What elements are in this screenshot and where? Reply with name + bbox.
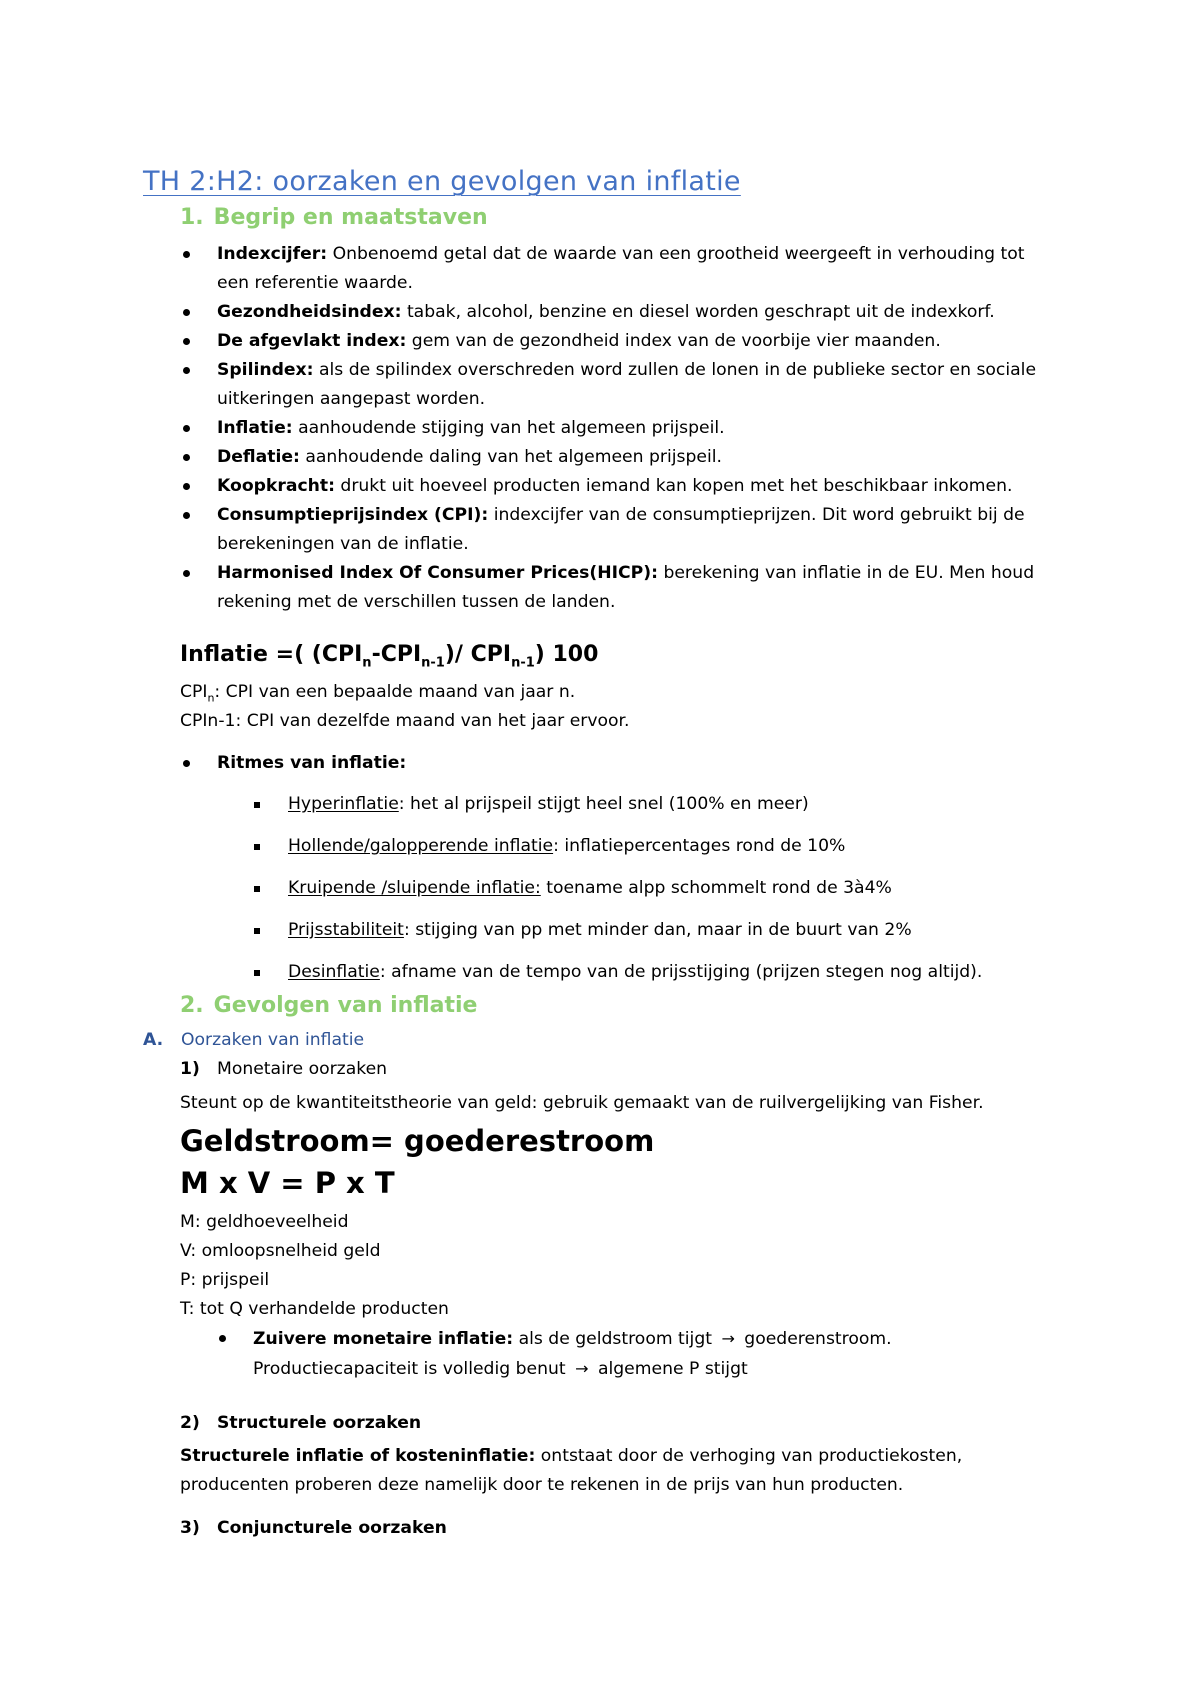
- rhythm-text: toename alpp schommelt rond de 3à4%: [540, 878, 892, 898]
- term-label: De afgevlakt index:: [217, 331, 407, 351]
- rhythm-text: stijging van pp met minder dan, maar in de buurt van 2%: [409, 920, 912, 940]
- term-label: Gezondheidsindex:: [217, 302, 402, 322]
- structural-text-line: ontstaat door de verhoging van productiekosten,: [535, 1446, 963, 1466]
- structural-text-line2: producenten proberen deze namelijk door te rekenen in de prijs van hun producten.: [180, 1475, 904, 1495]
- definition-text: als de spilindex overschreden word zullen de lonen in de publieke sector en sociale: [313, 360, 1037, 380]
- formula-subscript: n-1: [511, 655, 535, 671]
- definition-text: Onbenoemd getal dat de waarde van een grootheid weergeeft in verhouding tot: [327, 244, 1025, 264]
- equation-money-flow: Geldstroom= goederestroom: [180, 1124, 655, 1158]
- rhythm-text: inflatiepercentages rond de 10%: [558, 836, 846, 856]
- term-label: Harmonised Index Of Consumer Prices(HICP):: [217, 563, 658, 583]
- section-2-number: 2.: [180, 993, 204, 1018]
- list-item: [182, 327, 1097, 356]
- rhythm-text: het al prijspeil stijgt heel snel (100% en meer): [404, 794, 809, 814]
- list-item: [252, 790, 982, 832]
- formula-part: Inflatie =( (CPI: [180, 642, 363, 667]
- monetary-heading: [180, 1059, 387, 1079]
- term-label: Spilindex:: [217, 360, 314, 380]
- document-title: TH 2:H2: oorzaken en gevolgen van inflatie: [143, 166, 741, 197]
- rhythm-text: afname van de tempo van de prijsstijging (prijzen stegen nog altijd).: [385, 962, 983, 982]
- section-2-title: Gevolgen van inflatie: [213, 993, 478, 1018]
- list-item: [252, 916, 982, 958]
- list-item: [182, 443, 1097, 472]
- cpin-label: CPI: [180, 682, 208, 702]
- definition-text: aanhoudende stijging van het algemeen prijspeil.: [292, 418, 725, 438]
- list-item: [252, 874, 982, 916]
- arrow-right-icon: →: [721, 1329, 735, 1348]
- definition-text: indexcijfer van de consumptieprijzen. Dit word gebruikt bij de: [488, 505, 1025, 525]
- heading-label: Conjuncturele oorzaken: [217, 1518, 447, 1538]
- cpin-text: : CPI van een bepaalde maand van jaar n.: [214, 682, 576, 702]
- list-item: [182, 298, 1097, 327]
- bullet-text: als de geldstroom tijgt: [513, 1329, 718, 1349]
- list-item: [218, 1324, 1133, 1384]
- cpin-subscript: n: [207, 691, 215, 705]
- cyclical-heading: [180, 1518, 447, 1538]
- rhythm-term: Hollende/galopperende inflatie: [288, 836, 554, 856]
- list-item: [182, 559, 1097, 617]
- list-item: [182, 472, 1097, 501]
- term-label: Zuivere monetaire inflatie:: [253, 1329, 514, 1349]
- term-label: Deflatie:: [217, 447, 300, 467]
- term-label: Structurele inflatie of kosteninflatie:: [180, 1446, 536, 1466]
- term-label: Koopkracht:: [217, 476, 335, 496]
- formula-part: )/ CPI: [444, 642, 512, 667]
- definition-text: drukt uit hoeveel producten iemand kan kopen met het beschikbaar inkomen.: [334, 476, 1013, 496]
- monetary-inflation-bullet: [218, 1324, 1133, 1384]
- list-item: [252, 832, 982, 874]
- definition-text: uitkeringen aangepast worden.: [217, 389, 486, 409]
- fisher-definition: P: prijspeil: [180, 1270, 270, 1290]
- list-item: [182, 749, 1097, 778]
- section-1-heading: [180, 205, 488, 230]
- list-item: [182, 356, 1097, 414]
- equation-fisher: M x V = P x T: [180, 1166, 395, 1200]
- rhythm-sep: :: [379, 962, 386, 982]
- rhythm-sep: :: [553, 836, 559, 856]
- rhythms-bullet: [182, 749, 1097, 778]
- bullet-text: goederenstroom.: [738, 1329, 892, 1349]
- list-item: [182, 501, 1097, 559]
- monetary-text: Steunt op de kwantiteitstheorie van geld: gebruik gemaakt van de ruilvergelijking van Fisher.: [180, 1093, 984, 1113]
- definition-text: rekening met de verschillen tussen de landen.: [217, 592, 616, 612]
- fisher-definition: V: omloopsnelheid geld: [180, 1241, 381, 1261]
- rhythms-list: [252, 790, 982, 1000]
- formula-part: -CPI: [371, 642, 422, 667]
- formula-part: ) 100: [534, 642, 599, 667]
- definition-text: een referentie waarde.: [217, 273, 413, 293]
- rhythm-term: Prijsstabiliteit: [288, 920, 404, 940]
- section-1-title: Begrip en maatstaven: [213, 205, 488, 230]
- heading-number: 3): [180, 1518, 200, 1538]
- list-item: [182, 414, 1097, 443]
- fisher-definition: T: tot Q verhandelde producten: [180, 1299, 449, 1319]
- rhythms-label: Ritmes van inflatie:: [217, 753, 407, 773]
- list-item: [182, 240, 1097, 298]
- definition-text: gem van de gezondheid index van de voorbije vier maanden.: [406, 331, 941, 351]
- fisher-definition: M: geldhoeveelheid: [180, 1212, 349, 1232]
- rhythm-term: Desinflatie: [288, 962, 380, 982]
- section-2-heading: [180, 993, 477, 1018]
- rhythm-sep: :: [403, 920, 410, 940]
- definition-text: berekening van inflatie in de EU. Men houd: [657, 563, 1035, 583]
- rhythm-sep: :: [398, 794, 405, 814]
- subsection-a-heading: [143, 1030, 364, 1050]
- heading-label: Monetaire oorzaken: [217, 1059, 388, 1079]
- subsection-letter: A.: [143, 1030, 164, 1050]
- rhythm-term: Kruipende /sluipende inflatie:: [288, 878, 541, 898]
- heading-label: Structurele oorzaken: [217, 1413, 422, 1433]
- rhythm-term: Hyperinflatie: [288, 794, 399, 814]
- term-label: Consumptieprijsindex (CPI):: [217, 505, 489, 525]
- definition-text: berekeningen van de inflatie.: [217, 534, 469, 554]
- section-1-number: 1.: [180, 205, 204, 230]
- heading-number: 2): [180, 1413, 200, 1433]
- structural-text: [180, 1442, 962, 1471]
- arrow-right-icon: →: [575, 1359, 589, 1378]
- definition-text: aanhoudende daling van het algemeen prijspeil.: [299, 447, 722, 467]
- bullet-text: Productiecapaciteit is volledig benut: [253, 1359, 572, 1379]
- inflation-formula: [180, 642, 598, 670]
- structural-heading: [180, 1413, 421, 1433]
- definitions-list: [182, 240, 1097, 617]
- heading-number: 1): [180, 1059, 200, 1079]
- bullet-text: algemene P stijgt: [592, 1359, 748, 1379]
- formula-subscript: n: [362, 655, 372, 671]
- subsection-label: Oorzaken van inflatie: [181, 1030, 365, 1050]
- definition-text: tabak, alcohol, benzine en diesel worden geschrapt uit de indexkorf.: [401, 302, 995, 322]
- term-label: Indexcijfer:: [217, 244, 328, 264]
- cpin1-definition: CPIn-1: CPI van dezelfde maand van het jaar ervoor.: [180, 711, 630, 731]
- term-label: Inflatie:: [217, 418, 293, 438]
- formula-subscript: n-1: [421, 655, 445, 671]
